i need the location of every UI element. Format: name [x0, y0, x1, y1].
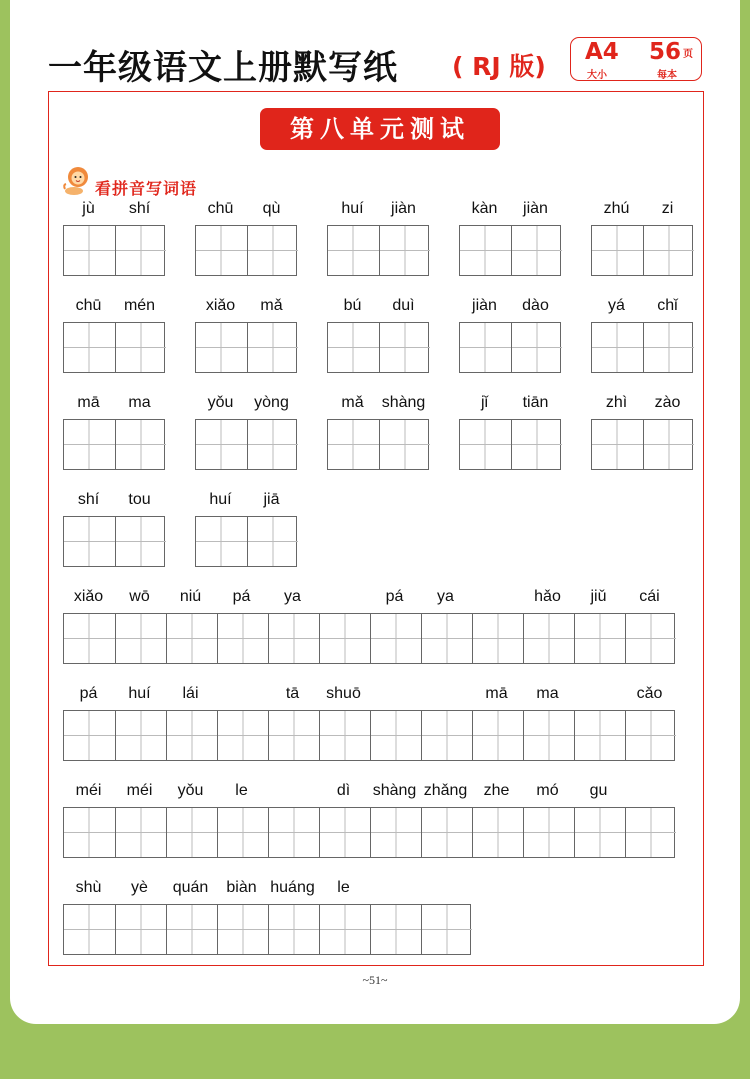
writing-cell[interactable] [64, 226, 115, 275]
writing-cell[interactable] [643, 226, 694, 275]
writing-cell[interactable] [379, 323, 430, 372]
pinyin-syllable: ma [536, 685, 559, 702]
pinyin-syllable: mǎ [341, 394, 364, 411]
writing-cell[interactable] [328, 226, 379, 275]
writing-cell[interactable] [592, 420, 643, 469]
writing-cell[interactable] [523, 711, 574, 760]
writing-cell[interactable] [643, 420, 694, 469]
pinyin-syllable: zi [661, 200, 674, 217]
word-grid [195, 516, 297, 567]
pinyin-syllable: mā [77, 394, 100, 411]
word-grid [459, 419, 561, 470]
page-total: 56 [649, 39, 682, 65]
pinyin-syllable: zhú [603, 200, 630, 217]
word-grid [195, 322, 297, 373]
writing-cell[interactable] [115, 905, 166, 954]
writing-cell[interactable] [166, 905, 217, 954]
writing-cell[interactable] [217, 905, 268, 954]
pinyin-syllable: shù [75, 879, 102, 896]
writing-cell[interactable] [64, 420, 115, 469]
pinyin-syllable: huí [209, 491, 232, 508]
writing-cell[interactable] [460, 226, 511, 275]
word-grid [63, 322, 165, 373]
writing-cell[interactable] [643, 323, 694, 372]
writing-cell[interactable] [166, 711, 217, 760]
writing-cell[interactable] [460, 420, 511, 469]
pinyin-syllable: yǒu [177, 782, 204, 799]
writing-cell[interactable] [115, 808, 166, 857]
word-grid [63, 225, 165, 276]
writing-cell[interactable] [115, 226, 166, 275]
pinyin-syllable: mó [536, 782, 559, 799]
writing-cell[interactable] [370, 905, 421, 954]
pinyin-syllable: huí [128, 685, 151, 702]
writing-cell[interactable] [247, 420, 298, 469]
sentence-grid [63, 613, 675, 664]
writing-cell[interactable] [247, 226, 298, 275]
word-grid [327, 225, 429, 276]
section-label: 看拼音写词语 [95, 179, 198, 198]
pinyin-syllable: chǐ [657, 297, 678, 314]
pinyin-syllable: jiàn [391, 200, 416, 217]
writing-cell[interactable] [115, 614, 166, 663]
writing-cell[interactable] [196, 226, 247, 275]
pinyin-syllable: hǎo [534, 588, 561, 605]
writing-cell[interactable] [460, 323, 511, 372]
writing-cell[interactable] [115, 517, 166, 566]
pinyin-syllable: jǐ [480, 394, 489, 411]
writing-cell[interactable] [268, 711, 319, 760]
writing-cell[interactable] [217, 614, 268, 663]
pinyin-syllable: qù [262, 200, 281, 217]
writing-cell[interactable] [64, 808, 115, 857]
pinyin-syllable: le [337, 879, 350, 896]
pinyin-syllable: yá [608, 297, 625, 314]
paper-spec-badge [570, 37, 702, 81]
writing-cell[interactable] [115, 420, 166, 469]
writing-cell[interactable] [625, 614, 676, 663]
writing-cell[interactable] [511, 226, 562, 275]
word-grid [195, 225, 297, 276]
page-unit: 页 [683, 49, 693, 60]
writing-cell[interactable] [625, 711, 676, 760]
pinyin-syllable: jiā [263, 491, 280, 508]
writing-cell[interactable] [421, 711, 472, 760]
pinyin-syllable: méi [126, 782, 153, 799]
word-grid [591, 225, 693, 276]
pinyin-syllable: xiǎo [73, 588, 104, 605]
pinyin-syllable: shàng [372, 782, 417, 799]
writing-cell[interactable] [523, 614, 574, 663]
pinyin-syllable: tiān [522, 394, 549, 411]
writing-cell[interactable] [64, 711, 115, 760]
pinyin-syllable: tā [285, 685, 300, 702]
pinyin-syllable: shí [77, 491, 100, 508]
word-grid [63, 419, 165, 470]
writing-cell[interactable] [319, 614, 370, 663]
pinyin-syllable: mǎ [260, 297, 283, 314]
pinyin-syllable: zhe [483, 782, 510, 799]
word-grid [327, 322, 429, 373]
pinyin-syllable: lái [182, 685, 199, 702]
pinyin-syllable: zào [654, 394, 681, 411]
writing-cell[interactable] [574, 614, 625, 663]
pinyin-syllable: huáng [270, 879, 315, 896]
writing-cell[interactable] [625, 808, 676, 857]
page-title: 一年级语文上册默写纸 [48, 48, 398, 88]
pinyin-syllable: dì [336, 782, 351, 799]
pinyin-syllable: jiǔ [590, 588, 607, 605]
pinyin-syllable: yè [131, 879, 148, 896]
writing-cell[interactable] [166, 614, 217, 663]
pinyin-syllable: cǎo [636, 685, 663, 702]
writing-cell[interactable] [328, 323, 379, 372]
pinyin-syllable: pá [385, 588, 404, 605]
pinyin-syllable: ya [437, 588, 454, 605]
writing-cell[interactable] [319, 711, 370, 760]
sentence-grid [63, 904, 471, 955]
pinyin-syllable: ma [128, 394, 151, 411]
word-grid [327, 419, 429, 470]
writing-cell[interactable] [64, 323, 115, 372]
pinyin-syllable: kàn [471, 200, 498, 217]
writing-cell[interactable] [196, 517, 247, 566]
page-total-label: 每本 [657, 70, 677, 81]
writing-cell[interactable] [319, 808, 370, 857]
writing-cell[interactable] [328, 420, 379, 469]
edition-label: ( RJ 版) [452, 52, 546, 81]
word-grid [195, 419, 297, 470]
writing-cell[interactable] [472, 711, 523, 760]
writing-cell[interactable] [64, 614, 115, 663]
writing-cell[interactable] [370, 711, 421, 760]
pinyin-syllable: wō [129, 588, 150, 605]
sentence-grid [63, 710, 675, 761]
writing-cell[interactable] [247, 323, 298, 372]
writing-cell[interactable] [421, 905, 472, 954]
writing-cell[interactable] [511, 420, 562, 469]
pinyin-syllable: dào [522, 297, 549, 314]
pinyin-syllable: duì [392, 297, 415, 314]
pinyin-syllable: chū [207, 200, 234, 217]
writing-cell[interactable] [247, 517, 298, 566]
writing-cell[interactable] [472, 614, 523, 663]
writing-cell[interactable] [592, 323, 643, 372]
pinyin-syllable: mén [123, 297, 156, 314]
pinyin-syllable: jiàn [523, 200, 548, 217]
sentence-grid [63, 807, 675, 858]
pinyin-syllable: shuō [326, 685, 361, 702]
writing-cell[interactable] [472, 808, 523, 857]
writing-cell[interactable] [268, 614, 319, 663]
writing-cell[interactable] [421, 614, 472, 663]
pinyin-syllable: shàng [381, 394, 426, 411]
pinyin-syllable: xiǎo [205, 297, 236, 314]
writing-cell[interactable] [592, 226, 643, 275]
writing-cell[interactable] [319, 905, 370, 954]
writing-cell[interactable] [166, 808, 217, 857]
lion-icon [62, 166, 94, 200]
writing-cell[interactable] [196, 420, 247, 469]
writing-cell[interactable] [217, 711, 268, 760]
writing-cell[interactable] [523, 808, 574, 857]
paper-size: A4 [585, 39, 619, 65]
writing-cell[interactable] [115, 711, 166, 760]
word-grid [459, 322, 561, 373]
paper-size-label: 大小 [587, 70, 607, 81]
pinyin-syllable: shí [128, 200, 151, 217]
pinyin-syllable: méi [75, 782, 102, 799]
page-number: ~51~ [362, 973, 388, 987]
pinyin-syllable: yǒu [207, 394, 234, 411]
pinyin-syllable: cái [639, 588, 660, 605]
word-grid [63, 516, 165, 567]
writing-cell[interactable] [379, 226, 430, 275]
pinyin-syllable: pá [79, 685, 98, 702]
writing-cell[interactable] [421, 808, 472, 857]
writing-cell[interactable] [268, 905, 319, 954]
writing-cell[interactable] [370, 808, 421, 857]
writing-cell[interactable] [379, 420, 430, 469]
writing-cell[interactable] [64, 517, 115, 566]
pinyin-syllable: yòng [254, 394, 289, 411]
word-grid [591, 419, 693, 470]
pinyin-syllable: zhǎng [423, 782, 468, 799]
writing-cell[interactable] [64, 905, 115, 954]
pinyin-syllable: mā [485, 685, 508, 702]
writing-cell[interactable] [196, 323, 247, 372]
writing-cell[interactable] [574, 808, 625, 857]
word-grid [591, 322, 693, 373]
unit-title-banner: 第八单元测试 [260, 108, 500, 150]
pinyin-syllable: jù [82, 200, 95, 217]
pinyin-syllable: pá [232, 588, 251, 605]
pinyin-syllable: huí [341, 200, 364, 217]
pinyin-syllable: chū [75, 297, 102, 314]
pinyin-syllable: ya [284, 588, 301, 605]
pinyin-syllable: le [235, 782, 248, 799]
word-grid [459, 225, 561, 276]
writing-cell[interactable] [574, 711, 625, 760]
pinyin-syllable: biàn [226, 879, 257, 896]
pinyin-syllable: quán [172, 879, 209, 896]
pinyin-syllable: zhì [605, 394, 628, 411]
writing-cell[interactable] [370, 614, 421, 663]
writing-cell[interactable] [217, 808, 268, 857]
writing-cell[interactable] [268, 808, 319, 857]
pinyin-syllable: bú [343, 297, 362, 314]
writing-cell[interactable] [511, 323, 562, 372]
pinyin-syllable: jiàn [472, 297, 497, 314]
writing-cell[interactable] [115, 323, 166, 372]
pinyin-syllable: gu [589, 782, 608, 799]
pinyin-syllable: tou [128, 491, 151, 508]
pinyin-syllable: niú [179, 588, 202, 605]
